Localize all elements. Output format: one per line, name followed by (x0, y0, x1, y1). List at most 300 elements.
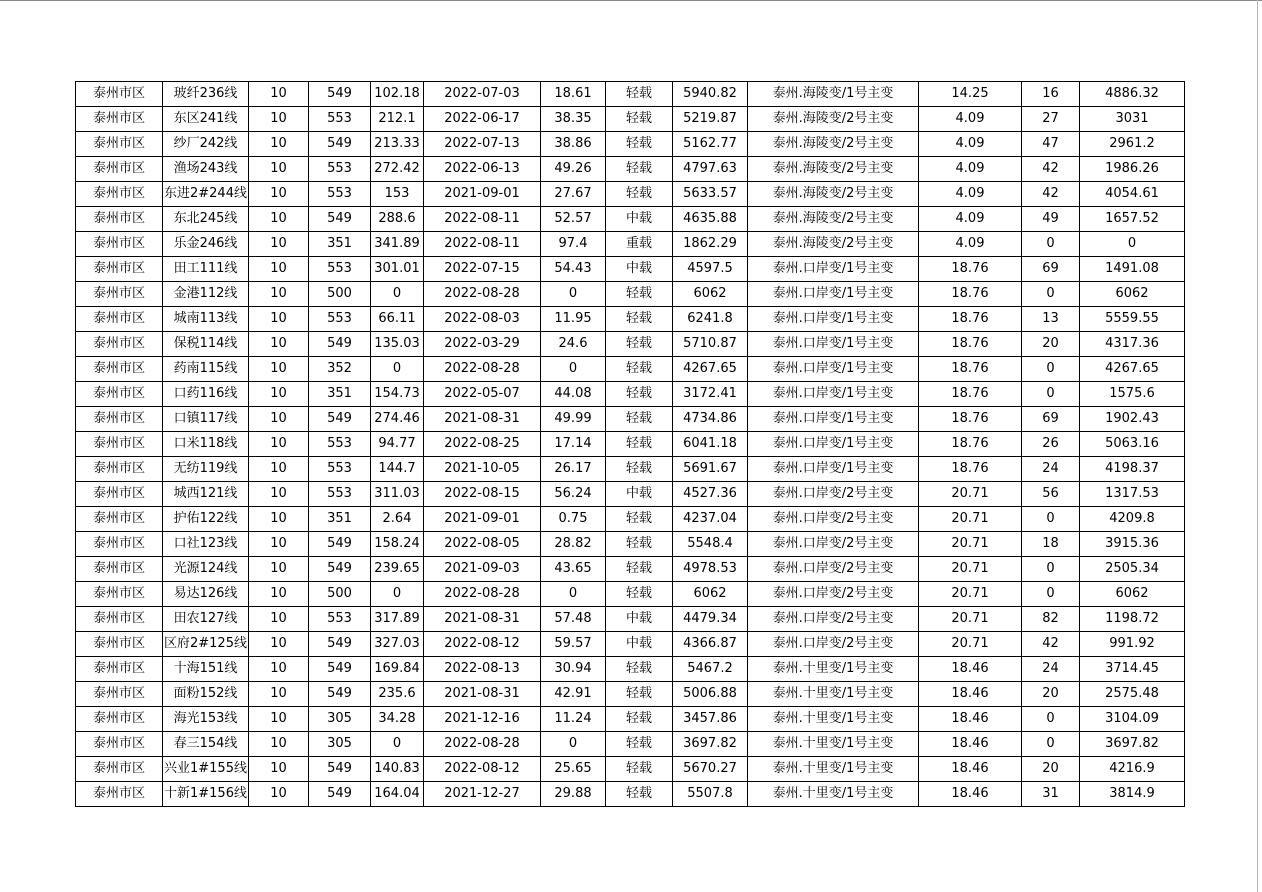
capacity-cell: 549 (309, 782, 371, 807)
load-rate-cell: 54.43 (541, 257, 606, 282)
transformer-cell: 泰州.口岸变/1号主变 (748, 307, 919, 332)
load-cell: 317.89 (371, 607, 424, 632)
transformer-margin-cell: 20.71 (919, 582, 1022, 607)
region-cell: 泰州市区 (76, 407, 163, 432)
transformer-margin-cell: 4.09 (919, 207, 1022, 232)
transformer-margin-cell: 18.46 (919, 732, 1022, 757)
date-cell: 2022-07-15 (424, 257, 541, 282)
load-status-cell: 轻载 (606, 307, 673, 332)
count-cell: 20 (1022, 332, 1080, 357)
voltage-cell: 10 (249, 782, 309, 807)
load-rate-cell: 28.82 (541, 532, 606, 557)
load-rate-cell: 25.65 (541, 757, 606, 782)
count-cell: 0 (1022, 232, 1080, 257)
table-row (76, 707, 1185, 732)
load-rate-cell: 26.17 (541, 457, 606, 482)
load-cell: 272.42 (371, 157, 424, 182)
count-cell: 82 (1022, 607, 1080, 632)
margin-cell: 4597.5 (673, 257, 748, 282)
available-cell: 4317.36 (1080, 332, 1185, 357)
load-status-cell: 轻载 (606, 532, 673, 557)
available-cell: 2575.48 (1080, 682, 1185, 707)
load-rate-cell: 38.35 (541, 107, 606, 132)
transformer-cell: 泰州.口岸变/1号主变 (748, 382, 919, 407)
available-cell: 1657.52 (1080, 207, 1185, 232)
load-rate-cell: 57.48 (541, 607, 606, 632)
capacity-cell: 305 (309, 707, 371, 732)
margin-cell: 5006.88 (673, 682, 748, 707)
date-cell: 2022-08-12 (424, 632, 541, 657)
voltage-cell: 10 (249, 582, 309, 607)
margin-cell: 4978.53 (673, 557, 748, 582)
voltage-cell: 10 (249, 307, 309, 332)
transformer-cell: 泰州.十里变/1号主变 (748, 682, 919, 707)
load-status-cell: 轻载 (606, 657, 673, 682)
load-cell: 0 (371, 357, 424, 382)
region-cell: 泰州市区 (76, 707, 163, 732)
capacity-cell: 553 (309, 457, 371, 482)
voltage-cell: 10 (249, 657, 309, 682)
capacity-cell: 553 (309, 432, 371, 457)
capacity-cell: 351 (309, 232, 371, 257)
count-cell: 0 (1022, 357, 1080, 382)
margin-cell: 5162.77 (673, 132, 748, 157)
available-cell: 1902.43 (1080, 407, 1185, 432)
load-cell: 301.01 (371, 257, 424, 282)
line-name-cell: 海光153线 (163, 707, 249, 732)
margin-cell: 4734.86 (673, 407, 748, 432)
date-cell: 2022-07-03 (424, 82, 541, 107)
load-rate-cell: 49.99 (541, 407, 606, 432)
line-name-cell: 东北245线 (163, 207, 249, 232)
table-row (76, 282, 1185, 307)
transformer-margin-cell: 4.09 (919, 107, 1022, 132)
table-row (76, 657, 1185, 682)
line-name-cell: 药南115线 (163, 357, 249, 382)
capacity-cell: 553 (309, 482, 371, 507)
capacity-cell: 549 (309, 557, 371, 582)
region-cell: 泰州市区 (76, 682, 163, 707)
transformer-cell: 泰州.十里变/1号主变 (748, 782, 919, 807)
date-cell: 2022-08-25 (424, 432, 541, 457)
margin-cell: 4797.63 (673, 157, 748, 182)
table-row (76, 732, 1185, 757)
count-cell: 42 (1022, 157, 1080, 182)
capacity-cell: 500 (309, 582, 371, 607)
date-cell: 2022-08-28 (424, 282, 541, 307)
transformer-margin-cell: 20.71 (919, 607, 1022, 632)
line-name-cell: 口药116线 (163, 382, 249, 407)
load-cell: 158.24 (371, 532, 424, 557)
margin-cell: 3697.82 (673, 732, 748, 757)
margin-cell: 4635.88 (673, 207, 748, 232)
load-cell: 213.33 (371, 132, 424, 157)
load-rate-cell: 0 (541, 357, 606, 382)
load-cell: 94.77 (371, 432, 424, 457)
capacity-cell: 549 (309, 332, 371, 357)
line-name-cell: 城南113线 (163, 307, 249, 332)
voltage-cell: 10 (249, 507, 309, 532)
voltage-cell: 10 (249, 232, 309, 257)
page-right-border (1257, 0, 1258, 892)
load-rate-cell: 0 (541, 282, 606, 307)
line-name-cell: 田农127线 (163, 607, 249, 632)
available-cell: 3697.82 (1080, 732, 1185, 757)
voltage-cell: 10 (249, 382, 309, 407)
line-name-cell: 易达126线 (163, 582, 249, 607)
table-row (76, 757, 1185, 782)
date-cell: 2022-08-05 (424, 532, 541, 557)
page-top-border (0, 0, 1262, 1)
table-row (76, 532, 1185, 557)
region-cell: 泰州市区 (76, 432, 163, 457)
count-cell: 47 (1022, 132, 1080, 157)
transformer-cell: 泰州.口岸变/2号主变 (748, 607, 919, 632)
date-cell: 2021-08-31 (424, 407, 541, 432)
load-cell: 341.89 (371, 232, 424, 257)
margin-cell: 4366.87 (673, 632, 748, 657)
margin-cell: 3172.41 (673, 382, 748, 407)
table-row (76, 782, 1185, 807)
margin-cell: 4237.04 (673, 507, 748, 532)
line-name-cell: 乐金246线 (163, 232, 249, 257)
date-cell: 2022-08-13 (424, 657, 541, 682)
transformer-cell: 泰州.海陵变/2号主变 (748, 107, 919, 132)
capacity-cell: 549 (309, 407, 371, 432)
table-row (76, 132, 1185, 157)
transformer-cell: 泰州.口岸变/1号主变 (748, 332, 919, 357)
region-cell: 泰州市区 (76, 282, 163, 307)
load-status-cell: 中载 (606, 632, 673, 657)
load-status-cell: 轻载 (606, 357, 673, 382)
transformer-cell: 泰州.十里变/1号主变 (748, 707, 919, 732)
region-cell: 泰州市区 (76, 357, 163, 382)
transformer-cell: 泰州.十里变/1号主变 (748, 757, 919, 782)
available-cell: 3915.36 (1080, 532, 1185, 557)
voltage-cell: 10 (249, 482, 309, 507)
load-rate-cell: 29.88 (541, 782, 606, 807)
load-rate-cell: 49.26 (541, 157, 606, 182)
capacity-cell: 351 (309, 382, 371, 407)
transformer-margin-cell: 14.25 (919, 82, 1022, 107)
date-cell: 2021-08-31 (424, 682, 541, 707)
line-name-cell: 春三154线 (163, 732, 249, 757)
date-cell: 2022-08-28 (424, 357, 541, 382)
margin-cell: 5940.82 (673, 82, 748, 107)
margin-cell: 6062 (673, 582, 748, 607)
transformer-margin-cell: 18.76 (919, 332, 1022, 357)
region-cell: 泰州市区 (76, 557, 163, 582)
voltage-cell: 10 (249, 182, 309, 207)
transformer-margin-cell: 4.09 (919, 232, 1022, 257)
line-name-cell: 东区241线 (163, 107, 249, 132)
transformer-margin-cell: 18.46 (919, 707, 1022, 732)
voltage-cell: 10 (249, 557, 309, 582)
date-cell: 2021-12-27 (424, 782, 541, 807)
table-row (76, 457, 1185, 482)
available-cell: 3714.45 (1080, 657, 1185, 682)
available-cell: 6062 (1080, 582, 1185, 607)
date-cell: 2022-08-11 (424, 232, 541, 257)
transformer-margin-cell: 18.76 (919, 257, 1022, 282)
region-cell: 泰州市区 (76, 582, 163, 607)
line-name-cell: 金港112线 (163, 282, 249, 307)
count-cell: 42 (1022, 182, 1080, 207)
count-cell: 0 (1022, 557, 1080, 582)
available-cell: 5063.16 (1080, 432, 1185, 457)
available-cell: 6062 (1080, 282, 1185, 307)
transformer-margin-cell: 4.09 (919, 182, 1022, 207)
transformer-cell: 泰州.口岸变/2号主变 (748, 632, 919, 657)
load-status-cell: 轻载 (606, 182, 673, 207)
capacity-cell: 305 (309, 732, 371, 757)
load-cell: 34.28 (371, 707, 424, 732)
transformer-cell: 泰州.口岸变/2号主变 (748, 507, 919, 532)
load-status-cell: 轻载 (606, 332, 673, 357)
load-status-cell: 中载 (606, 207, 673, 232)
margin-cell: 4479.34 (673, 607, 748, 632)
count-cell: 20 (1022, 757, 1080, 782)
voltage-cell: 10 (249, 532, 309, 557)
load-cell: 144.7 (371, 457, 424, 482)
table-row (76, 607, 1185, 632)
date-cell: 2022-06-13 (424, 157, 541, 182)
region-cell: 泰州市区 (76, 182, 163, 207)
transformer-margin-cell: 18.76 (919, 282, 1022, 307)
count-cell: 18 (1022, 532, 1080, 557)
load-status-cell: 轻载 (606, 282, 673, 307)
voltage-cell: 10 (249, 757, 309, 782)
load-status-cell: 中载 (606, 257, 673, 282)
available-cell: 4267.65 (1080, 357, 1185, 382)
transformer-cell: 泰州.口岸变/1号主变 (748, 257, 919, 282)
voltage-cell: 10 (249, 707, 309, 732)
count-cell: 69 (1022, 407, 1080, 432)
transformer-margin-cell: 20.71 (919, 482, 1022, 507)
capacity-cell: 549 (309, 207, 371, 232)
available-cell: 1317.53 (1080, 482, 1185, 507)
load-status-cell: 轻载 (606, 757, 673, 782)
margin-cell: 5633.57 (673, 182, 748, 207)
load-status-cell: 轻载 (606, 382, 673, 407)
load-status-cell: 轻载 (606, 682, 673, 707)
capacity-cell: 553 (309, 307, 371, 332)
load-cell: 0 (371, 282, 424, 307)
transformer-margin-cell: 18.76 (919, 307, 1022, 332)
capacity-cell: 553 (309, 157, 371, 182)
load-cell: 169.84 (371, 657, 424, 682)
table-row (76, 232, 1185, 257)
load-cell: 235.6 (371, 682, 424, 707)
load-rate-cell: 38.86 (541, 132, 606, 157)
available-cell: 1491.08 (1080, 257, 1185, 282)
line-name-cell: 光源124线 (163, 557, 249, 582)
available-cell: 3104.09 (1080, 707, 1185, 732)
line-name-cell: 口社123线 (163, 532, 249, 557)
load-cell: 164.04 (371, 782, 424, 807)
transformer-margin-cell: 18.46 (919, 682, 1022, 707)
table-row (76, 82, 1185, 107)
transformer-margin-cell: 18.46 (919, 657, 1022, 682)
load-rate-cell: 0 (541, 582, 606, 607)
table-row (76, 107, 1185, 132)
load-status-cell: 轻载 (606, 782, 673, 807)
voltage-cell: 10 (249, 282, 309, 307)
voltage-cell: 10 (249, 107, 309, 132)
voltage-cell: 10 (249, 607, 309, 632)
load-rate-cell: 42.91 (541, 682, 606, 707)
region-cell: 泰州市区 (76, 82, 163, 107)
count-cell: 0 (1022, 707, 1080, 732)
table-row (76, 332, 1185, 357)
region-cell: 泰州市区 (76, 507, 163, 532)
load-cell: 140.83 (371, 757, 424, 782)
load-rate-cell: 43.65 (541, 557, 606, 582)
load-status-cell: 轻载 (606, 732, 673, 757)
load-rate-cell: 59.57 (541, 632, 606, 657)
capacity-cell: 553 (309, 607, 371, 632)
table-row (76, 307, 1185, 332)
available-cell: 1198.72 (1080, 607, 1185, 632)
capacity-cell: 549 (309, 757, 371, 782)
transformer-margin-cell: 18.46 (919, 757, 1022, 782)
region-cell: 泰州市区 (76, 482, 163, 507)
load-cell: 311.03 (371, 482, 424, 507)
count-cell: 0 (1022, 282, 1080, 307)
count-cell: 0 (1022, 732, 1080, 757)
load-cell: 212.1 (371, 107, 424, 132)
load-rate-cell: 0.75 (541, 507, 606, 532)
table-row (76, 207, 1185, 232)
margin-cell: 4527.36 (673, 482, 748, 507)
line-name-cell: 十新1#156线 (163, 782, 249, 807)
margin-cell: 5548.4 (673, 532, 748, 557)
table-row (76, 182, 1185, 207)
margin-cell: 5467.2 (673, 657, 748, 682)
load-rate-cell: 24.6 (541, 332, 606, 357)
load-status-cell: 轻载 (606, 582, 673, 607)
region-cell: 泰州市区 (76, 307, 163, 332)
line-name-cell: 兴业1#155线 (163, 757, 249, 782)
date-cell: 2022-08-12 (424, 757, 541, 782)
line-name-cell: 区府2#125线 (163, 632, 249, 657)
region-cell: 泰州市区 (76, 107, 163, 132)
load-cell: 288.6 (371, 207, 424, 232)
transformer-cell: 泰州.海陵变/2号主变 (748, 132, 919, 157)
transformer-cell: 泰州.口岸变/2号主变 (748, 557, 919, 582)
load-status-cell: 中载 (606, 607, 673, 632)
transformer-cell: 泰州.口岸变/1号主变 (748, 432, 919, 457)
load-status-cell: 轻载 (606, 557, 673, 582)
load-cell: 153 (371, 182, 424, 207)
line-name-cell: 城西121线 (163, 482, 249, 507)
load-status-cell: 轻载 (606, 132, 673, 157)
capacity-cell: 549 (309, 682, 371, 707)
load-rate-cell: 30.94 (541, 657, 606, 682)
count-cell: 27 (1022, 107, 1080, 132)
margin-cell: 5219.87 (673, 107, 748, 132)
line-name-cell: 面粉152线 (163, 682, 249, 707)
transformer-margin-cell: 18.76 (919, 407, 1022, 432)
count-cell: 56 (1022, 482, 1080, 507)
count-cell: 0 (1022, 382, 1080, 407)
region-cell: 泰州市区 (76, 532, 163, 557)
region-cell: 泰州市区 (76, 257, 163, 282)
load-cell: 239.65 (371, 557, 424, 582)
voltage-cell: 10 (249, 732, 309, 757)
table-row (76, 432, 1185, 457)
date-cell: 2022-05-07 (424, 382, 541, 407)
transformer-cell: 泰州.海陵变/2号主变 (748, 182, 919, 207)
margin-cell: 1862.29 (673, 232, 748, 257)
region-cell: 泰州市区 (76, 132, 163, 157)
table-row (76, 582, 1185, 607)
capacity-cell: 549 (309, 532, 371, 557)
date-cell: 2022-08-03 (424, 307, 541, 332)
transformer-cell: 泰州.海陵变/2号主变 (748, 157, 919, 182)
date-cell: 2021-09-03 (424, 557, 541, 582)
transformer-cell: 泰州.口岸变/1号主变 (748, 282, 919, 307)
margin-cell: 5507.8 (673, 782, 748, 807)
margin-cell: 6041.18 (673, 432, 748, 457)
load-status-cell: 轻载 (606, 432, 673, 457)
voltage-cell: 10 (249, 157, 309, 182)
count-cell: 49 (1022, 207, 1080, 232)
load-rate-cell: 44.08 (541, 382, 606, 407)
available-cell: 3031 (1080, 107, 1185, 132)
transformer-cell: 泰州.海陵变/2号主变 (748, 207, 919, 232)
load-rate-cell: 56.24 (541, 482, 606, 507)
transformer-margin-cell: 18.76 (919, 432, 1022, 457)
transformer-cell: 泰州.海陵变/2号主变 (748, 232, 919, 257)
transformer-margin-cell: 18.46 (919, 782, 1022, 807)
date-cell: 2022-08-28 (424, 732, 541, 757)
load-rate-cell: 11.24 (541, 707, 606, 732)
table-row (76, 507, 1185, 532)
transformer-margin-cell: 4.09 (919, 157, 1022, 182)
load-status-cell: 轻载 (606, 107, 673, 132)
region-cell: 泰州市区 (76, 657, 163, 682)
count-cell: 24 (1022, 657, 1080, 682)
line-name-cell: 东进2#244线 (163, 182, 249, 207)
voltage-cell: 10 (249, 357, 309, 382)
region-cell: 泰州市区 (76, 332, 163, 357)
capacity-cell: 351 (309, 507, 371, 532)
line-name-cell: 保税114线 (163, 332, 249, 357)
available-cell: 4886.32 (1080, 82, 1185, 107)
date-cell: 2021-09-01 (424, 182, 541, 207)
capacity-cell: 553 (309, 182, 371, 207)
region-cell: 泰州市区 (76, 157, 163, 182)
transformer-margin-cell: 18.76 (919, 457, 1022, 482)
available-cell: 5559.55 (1080, 307, 1185, 332)
capacity-cell: 500 (309, 282, 371, 307)
available-cell: 4216.9 (1080, 757, 1185, 782)
line-name-cell: 田工111线 (163, 257, 249, 282)
load-rate-cell: 0 (541, 732, 606, 757)
count-cell: 16 (1022, 82, 1080, 107)
table-row (76, 682, 1185, 707)
date-cell: 2022-08-11 (424, 207, 541, 232)
available-cell: 991.92 (1080, 632, 1185, 657)
capacity-cell: 549 (309, 132, 371, 157)
line-name-cell: 护佑122线 (163, 507, 249, 532)
line-name-cell: 无纺119线 (163, 457, 249, 482)
table-row (76, 407, 1185, 432)
transformer-cell: 泰州.口岸变/2号主变 (748, 482, 919, 507)
transformer-margin-cell: 18.76 (919, 357, 1022, 382)
voltage-cell: 10 (249, 132, 309, 157)
